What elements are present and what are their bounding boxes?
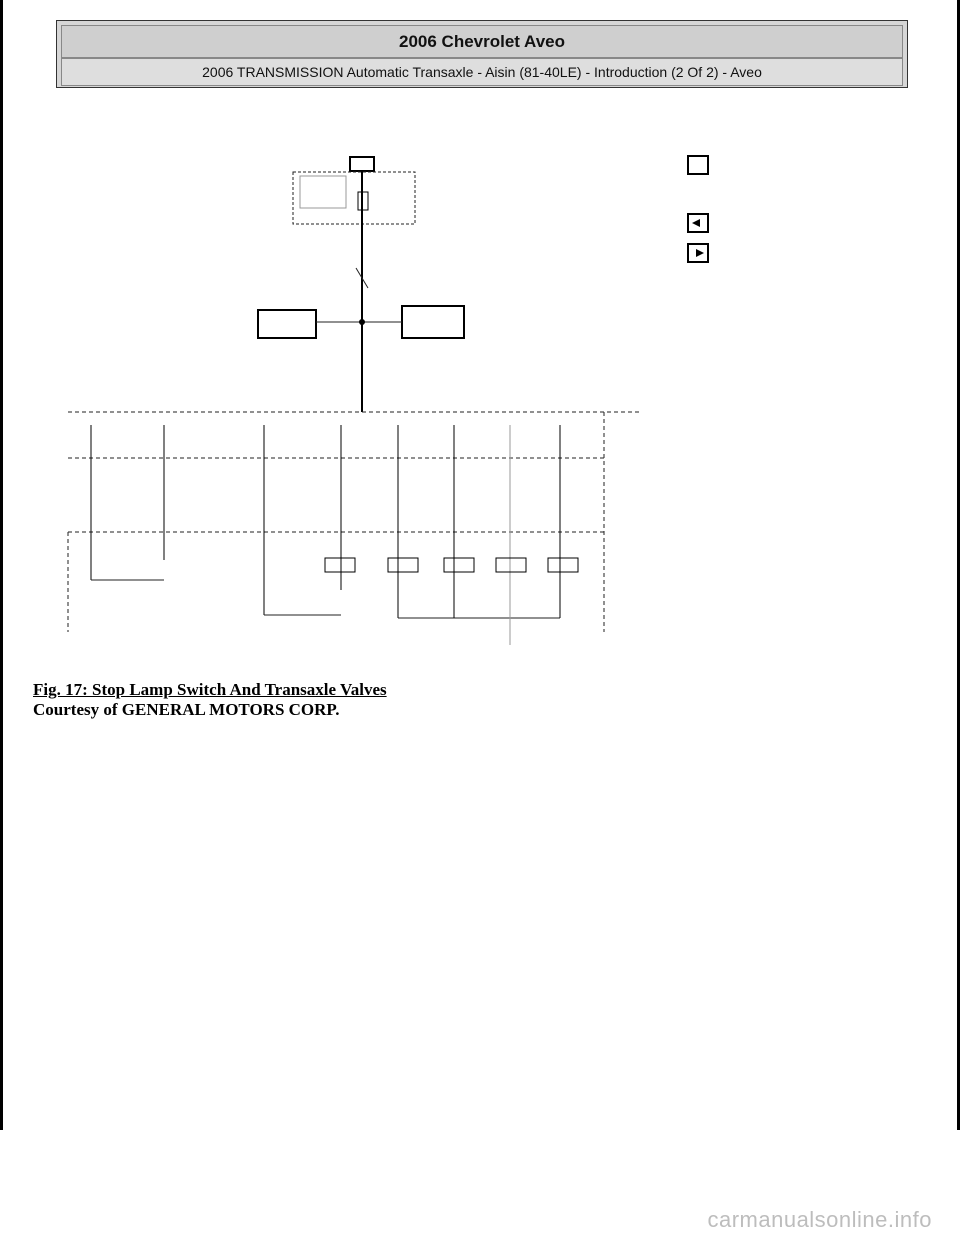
document-title: 2006 Chevrolet Aveo [61,25,903,58]
wiring-diagram [0,140,960,660]
site-watermark: carmanualsonline.info [707,1207,932,1232]
figure-caption: Fig. 17: Stop Lamp Switch And Transaxle Valves [33,680,387,699]
document-header [56,20,908,88]
figure-caption-block [33,680,387,720]
figure-credit: Courtesy of GENERAL MOTORS CORP. [33,700,340,719]
document-subtitle: 2006 TRANSMISSION Automatic Transaxle - Aisin (81-40LE) - Introduction (2 Of 2) - Aveo [61,58,903,86]
